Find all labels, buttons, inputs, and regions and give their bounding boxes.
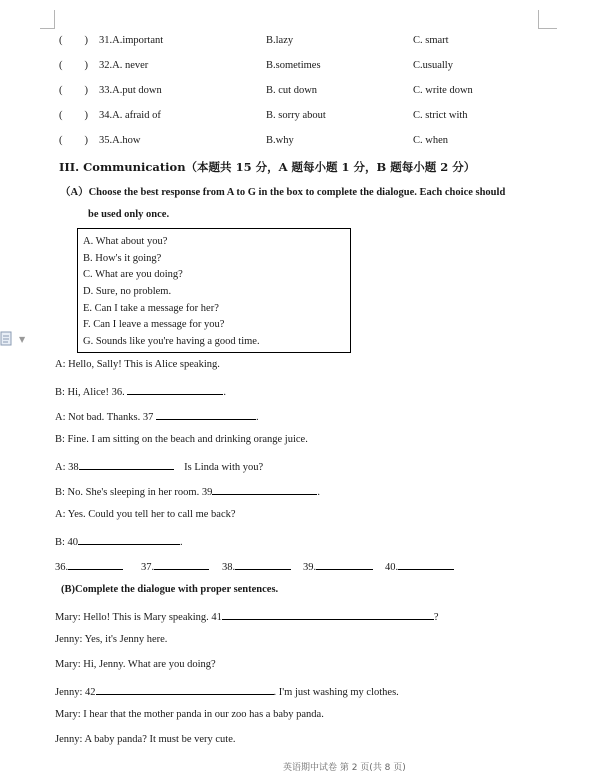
choice-question-row [59,60,88,71]
answer-line[interactable] [316,559,373,570]
option-item: G. Sounds like you're having a good time. [83,336,260,347]
answer-line[interactable] [398,559,454,570]
document-icon[interactable] [0,331,14,347]
answer-item [385,559,454,573]
question-text [99,85,162,96]
option-a: A. never [112,60,149,71]
answer-item [55,559,123,573]
close-paren: ) [84,135,88,146]
answer-line[interactable] [235,559,291,570]
dialogue-text: Mary: I hear that the mother panda in our zoo has a baby panda. [55,709,324,720]
answer-blank-40[interactable] [78,534,180,545]
answer-blank-36[interactable] [127,384,223,395]
question-text [99,135,140,146]
dialogue-text: Mary: Hello! This is Mary speaking. 41 [55,612,222,623]
answer-label: 36. [55,562,69,573]
question-number: 34. [99,110,113,121]
close-paren: ) [84,35,88,46]
open-paren: ( [59,110,63,121]
answer-item [222,559,291,573]
option-item: F. Can I leave a message for you? [83,319,225,330]
dialogue-text: ? [433,612,439,623]
question-text [99,110,161,121]
dialogue-text: A: 38 [55,462,79,473]
open-paren: ( [59,35,63,46]
option-item: B. How's it going? [83,253,162,264]
question-text [99,60,148,71]
dialogue-text: B: Fine. I am sitting on the beach and drinking orange juice. [55,434,308,445]
answer-blank-38[interactable] [79,459,174,470]
dialogue-text: Jenny: Yes, it's Jenny here. [55,634,168,645]
open-paren: ( [59,135,63,146]
dialogue-line [55,734,236,745]
answer-label: 38. [222,562,236,573]
dropdown-caret-icon[interactable]: ▼ [19,335,26,344]
dialogue-line [55,384,226,398]
open-paren: ( [59,85,63,96]
option-a: A. afraid of [112,110,161,121]
option-c: C. write down [413,85,473,96]
crop-mark-top-right [538,10,557,29]
dialogue-line [55,484,320,498]
choice-question-row [59,110,88,121]
answer-line[interactable] [154,559,209,570]
dialogue-text: Jenny: 42 [55,687,96,698]
option-b: B.sometimes [266,60,321,71]
dialogue-text: . [317,487,320,498]
option-b: B. cut down [266,85,318,96]
answer-blank-41[interactable] [222,609,434,620]
option-b: B. sorry about [266,110,326,121]
close-paren: ) [84,110,88,121]
dialogue-text: A: Yes. Could you tell her to call me back? [55,509,236,520]
dialogue-text: . [256,412,259,423]
question-number: 33. [99,85,113,96]
answer-blank-39[interactable] [212,484,317,495]
dialogue-line [55,684,399,698]
dialogue-text: Jenny: A baby panda? It must be very cute. [55,734,236,745]
answer-line[interactable] [68,559,123,570]
answer-item [141,559,209,573]
close-paren: ) [84,85,88,96]
dialogue-line [55,434,308,445]
dialogue-text: Mary: Hi, Jenny. What are you doing? [55,659,216,670]
dialogue-text: A: Hello, Sally! This is Alice speaking. [55,359,220,370]
dialogue-text: A: Not bad. Thanks. 37 [55,412,154,423]
option-c: C. when [413,135,448,146]
question-text [99,35,163,46]
dialogue-text: . [180,537,183,548]
part-b-heading: (B)Complete the dialogue with proper sentences. [61,584,279,595]
question-number: 31. [99,35,113,46]
answer-item [303,559,373,573]
part-a-instruction-cont: be used only once. [88,209,170,220]
choice-question-row [59,135,88,146]
answer-label: 39. [303,562,317,573]
option-a: A.how [112,135,141,146]
option-item: A. What about you? [83,236,168,247]
dialogue-text: . I'm just washing my clothes. [273,687,399,698]
question-number: 32. [99,60,113,71]
dialogue-line [55,409,259,423]
dialogue-text: B: Hi, Alice! 36. [55,387,125,398]
close-paren: ) [84,60,88,71]
option-item: D. Sure, no problem. [83,286,172,297]
option-c: C. strict with [413,110,468,121]
dialogue-line [55,634,167,645]
question-number: 35. [99,135,113,146]
dialogue-text: B: 40 [55,537,79,548]
dialogue-line [55,659,216,670]
dialogue-line [55,359,220,370]
option-item: C. What are you doing? [83,269,183,280]
page-footer: 英语期中试卷 第 2 页(共 8 页) [283,763,406,773]
crop-mark-top-left [40,10,55,29]
part-a-instruction: （A）Choose the best response from A to G in the box to complete the dialogue. Each choice should [60,187,506,198]
section-heading: III. Communication（本题共 15 分，A 题每小题 1 分，B 题每小题 2 分） [59,160,476,174]
answer-label: 40. [385,562,399,573]
dialogue-line [55,534,183,548]
dialogue-line [55,609,439,623]
option-item: E. Can I take a message for her? [83,303,219,314]
answer-label: 37. [141,562,155,573]
choice-question-row [59,85,88,96]
options-box [77,228,351,353]
dialogue-text: . [223,387,226,398]
option-c: C. smart [413,35,449,46]
open-paren: ( [59,60,63,71]
dialogue-text: B: No. She's sleeping in her room. 39 [55,487,213,498]
dialogue-line [55,459,263,473]
dialogue-text: Is Linda with you? [184,462,264,473]
dialogue-line [55,509,236,520]
option-a: A.important [112,35,164,46]
option-b: B.why [266,135,294,146]
option-a: A.put down [112,85,162,96]
option-c: C.usually [413,60,453,71]
choice-question-row [59,35,88,46]
option-b: B.lazy [266,35,294,46]
answer-blank-42[interactable] [96,684,274,695]
answer-blank-37[interactable] [156,409,256,420]
dialogue-line [55,709,324,720]
